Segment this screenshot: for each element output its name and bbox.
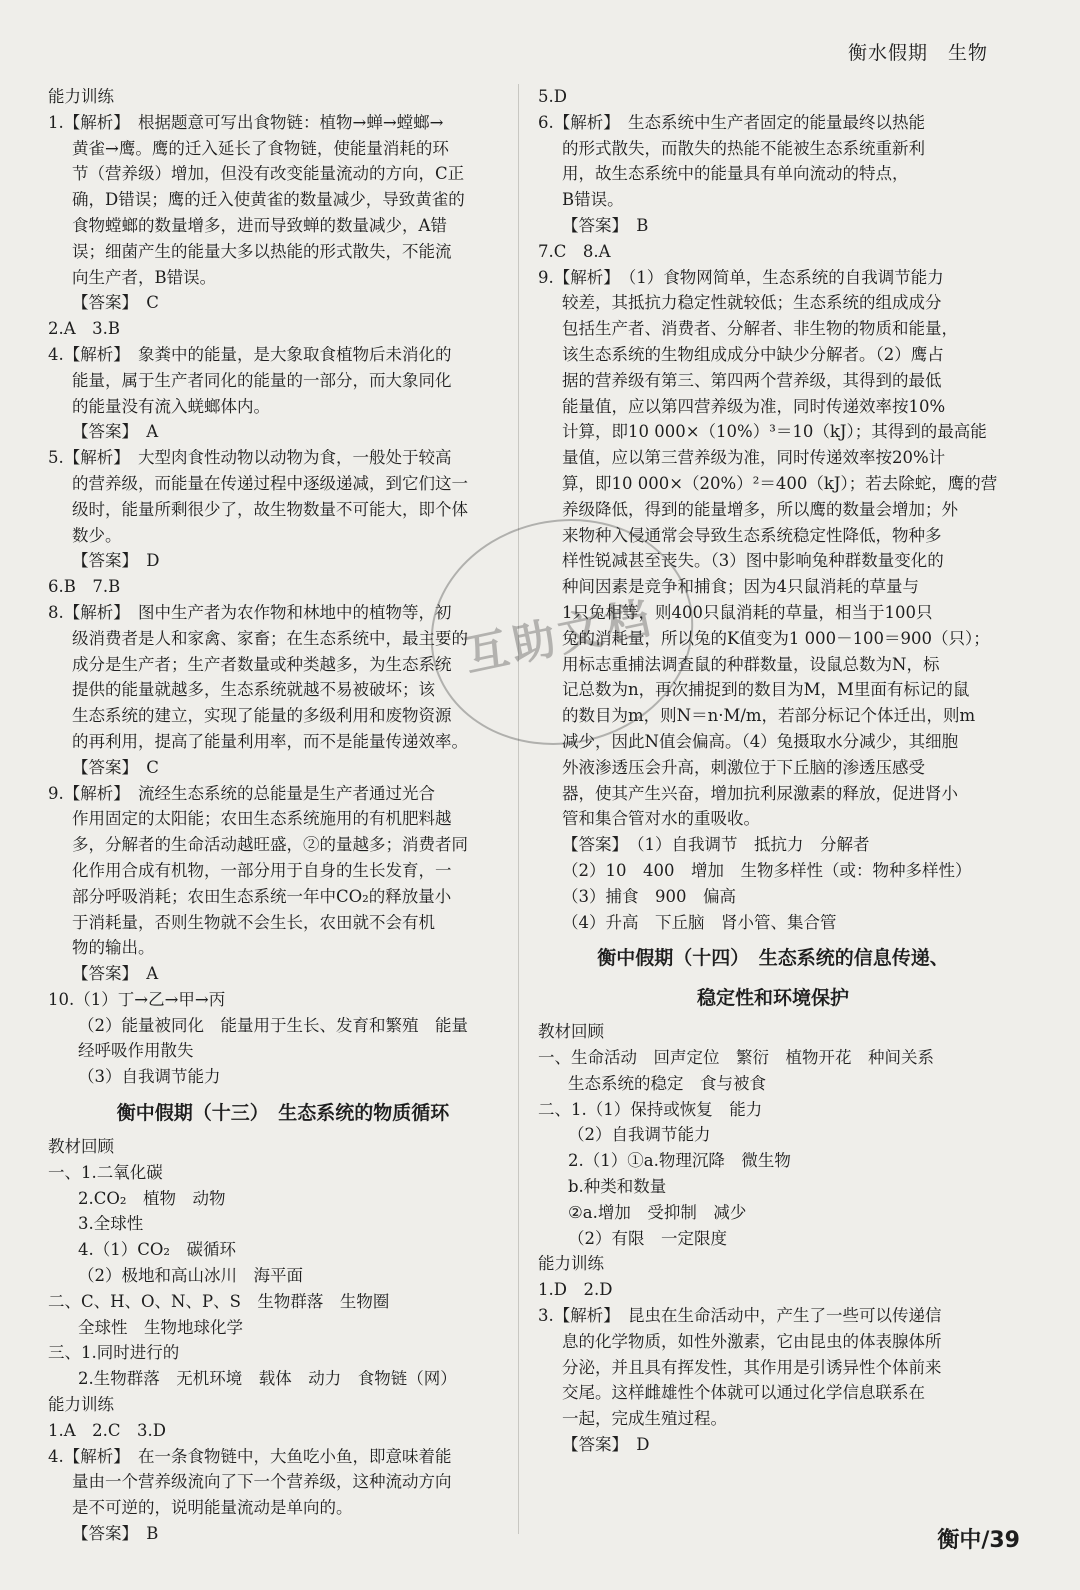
text-line: 外液渗透压会升高，刺激位于下丘脑的渗透压感受 [562, 757, 925, 777]
text-line: 息的化学物质，如性外激素，它由昆虫的体表腺体所 [562, 1331, 942, 1351]
text-line: 作用固定的太阳能；农田生态系统施用的有机肥料越 [72, 809, 452, 829]
text-line: （3）捕食 900 偏高 [562, 886, 736, 906]
text-line: 分泌，并且具有挥发性，其作用是引诱异性个体前来 [562, 1357, 942, 1377]
text-line: 10.（1）丁→乙→甲→丙 [48, 989, 226, 1009]
text-line: 节（营养级）增加，但没有改变能量流动的方向，C正 [72, 164, 465, 184]
text-line: 1.【解析】 根据题意可写出食物链：植物→蝉→螳螂→ [48, 112, 444, 132]
text-line: 样性锐减甚至丧失。（3）图中影响兔种群数量变化的 [562, 551, 944, 571]
text-line: 误；细菌产生的能量大多以热能的形式散失，不能流 [72, 241, 452, 261]
text-line: 一、生命活动 回声定位 繁衍 植物开花 种间关系 [538, 1048, 934, 1068]
left-column [48, 84, 518, 1547]
text-line: 能量，属于生产者同化的能量的一部分，而大象同化 [72, 370, 452, 390]
text-line: 较差，其抵抗力稳定性就较低；生态系统的组成成分 [562, 293, 942, 313]
watermark-stamp-text: 互助文档 [459, 592, 659, 683]
text-line: 【答案】 C [72, 757, 159, 777]
text-line: 来物种入侵通常会导致生态系统稳定性降低，物种多 [562, 525, 942, 545]
section-title: 衡中假期（十四） 生态系统的信息传递、 [597, 947, 949, 970]
text-line: 减少，因此N值会偏高。（4）兔摄取水分减少，其细胞 [562, 731, 959, 751]
text-line: 5.D [538, 87, 567, 106]
text-line: 记总数为n，再次捕捉到的数目为M，M里面有标记的鼠 [562, 680, 970, 700]
text-line: 7.C 8.A [538, 241, 611, 261]
text-line: 3.【解析】 昆虫在生命活动中，产生了一些可以传递信 [538, 1306, 942, 1326]
text-line: 的营养级，而能量在传递过程中逐级递减，到它们这一 [72, 473, 468, 493]
text-line: 管和集合管对水的重吸收。 [562, 809, 760, 829]
text-line: 据的营养级有第三、第四两个营养级，其得到的最低 [562, 370, 942, 390]
text-line: 的能量没有流入蜣螂体内。 [72, 396, 270, 416]
text-line: 二、C、H、O、N、P、S 生物群落 生物圈 [48, 1291, 390, 1311]
text-line: 用标志重捕法调查鼠的种群数量，设鼠总数为N，标 [562, 654, 940, 674]
text-line: 量值，应以第三营养级为准，同时传递效率按20%计 [562, 448, 946, 468]
text-line: 6.【解析】 生态系统中生产者固定的能量最终以热能 [538, 112, 925, 132]
text-line: 交尾。这样雌雄性个体就可以通过化学信息联系在 [562, 1383, 925, 1403]
text-line: 养级降低，得到的能量增多，所以鹰的数量会增加；外 [562, 499, 958, 519]
text-line: 的再利用，提高了能量利用率，而不是能量传递效率。 [72, 731, 468, 751]
text-line: 生态系统的稳定 食与被食 [568, 1073, 766, 1093]
text-line: 一、1.二氧化碳 [48, 1162, 163, 1182]
text-line: 2.生物群落 无机环境 载体 动力 食物链（网） [78, 1369, 457, 1389]
text-line: 提供的能量就越多，生态系统就越不易被破坏；该 [72, 680, 435, 700]
text-line: b.种类和数量 [568, 1177, 667, 1197]
text-line: 4.【解析】 象粪中的能量，是大象取食植物后未消化的 [48, 344, 452, 364]
text-line: 用，故生态系统中的能量具有单向流动的特点， [562, 164, 909, 184]
text-line: 级消费者是人和家禽、家畜；在生态系统中，最主要的 [72, 628, 468, 648]
text-line: 【答案】 （1）自我调节 抵抗力 分解者 [562, 835, 870, 855]
text-line: 量由一个营养级流向了下一个营养级，这种流动方向 [72, 1472, 452, 1492]
text-line: 3.全球性 [78, 1214, 144, 1234]
text-line: 【答案】 B [72, 1524, 159, 1544]
text-line: 2.A 3.B [48, 319, 121, 339]
text-line: 计算，即10 000×（10%）³＝10（kJ）；其得到的最高能 [562, 422, 987, 442]
text-line: 部分呼吸消耗；农田生态系统一年中CO₂的释放量小 [72, 886, 452, 906]
text-line: 于消耗量，否则生物就不会生长，农田就不会有机 [72, 912, 435, 932]
text-line: 一起，完成生殖过程。 [562, 1409, 727, 1429]
text-line: 级时，能量所剩很少了，故生物数量不可能大，即个体 [72, 499, 468, 519]
text-line: 的形式散失，而散失的热能不能被生态系统重新利 [562, 138, 925, 158]
text-line: 1.A 2.C 3.D [48, 1420, 166, 1440]
text-line: 【答案】 A [72, 964, 159, 984]
section-title: 稳定性和环境保护 [696, 987, 849, 1010]
text-line: 能量值，应以第四营养级为准，同时传递效率按10% [562, 396, 946, 416]
text-line: （2）10 400 增加 生物多样性（或：物种多样性） [562, 860, 972, 880]
text-line: 1只兔相等，则400只鼠消耗的草量，相当于100只 [562, 602, 933, 622]
text-line: 4.（1）CO₂ 碳循环 [78, 1240, 237, 1260]
text-line: 【答案】 D [72, 551, 160, 571]
text-line: 【答案】 C [72, 293, 159, 313]
text-line: 多，分解者的生命活动越旺盛，②的量越多；消费者同 [72, 835, 468, 855]
subsection-heading: 教材回顾 [48, 1137, 114, 1157]
text-line: 二、1.（1）保持或恢复 能力 [538, 1099, 763, 1119]
text-line: 2.CO₂ 植物 动物 [78, 1188, 226, 1208]
text-line: （2）能量被同化 能量用于生长、发育和繁殖 能量 [78, 1015, 468, 1035]
text-line: 【答案】 B [562, 215, 649, 235]
text-line: 9.【解析】 流经生态系统的总能量是生产者通过光合 [48, 783, 435, 803]
running-header: 衡水假期 生物 [847, 42, 988, 64]
text-line: 4.【解析】 在一条食物链中，大鱼吃小鱼，即意味着能 [48, 1446, 452, 1466]
text-line: 全球性 生物地球化学 [78, 1317, 243, 1337]
text-line: ②a.增加 受抑制 减少 [568, 1202, 747, 1222]
subsection-heading: 能力训练 [48, 1395, 114, 1415]
subsection-heading: 能力训练 [538, 1254, 604, 1274]
text-line: 数少。 [72, 525, 122, 545]
text-line: 黄雀→鹰。鹰的迁入延长了食物链，使能量消耗的环 [72, 138, 449, 158]
text-line: 种间因素是竞争和捕食；因为4只鼠消耗的草量与 [562, 577, 919, 597]
text-line: （2）自我调节能力 [568, 1125, 711, 1145]
text-line: 成分是生产者；生产者数量或种类越多，为生态系统 [72, 654, 452, 674]
text-line: 器，使其产生兴奋，增加抗利尿激素的释放，促进肾小 [562, 783, 958, 803]
text-line: 【答案】 A [72, 422, 159, 442]
text-line: 包括生产者、消费者、分解者、非生物的物质和能量， [562, 319, 958, 339]
text-line: 食物螳螂的数量增多，进而导致蝉的数量减少，A错 [72, 215, 447, 235]
text-line: （4）升高 下丘脑 肾小管、集合管 [562, 912, 837, 932]
text-line: 2.（1）①a.物理沉降 微生物 [568, 1151, 791, 1171]
text-line: 9.【解析】 （1）食物网简单，生态系统的自我调节能力 [538, 267, 944, 287]
subsection-heading: 能力训练 [48, 87, 114, 106]
text-line: 经呼吸作用散失 [78, 1041, 194, 1061]
text-line: B错误。 [562, 190, 624, 210]
text-line: （3）自我调节能力 [78, 1067, 221, 1087]
column-divider [518, 84, 519, 1534]
text-line: 【答案】 D [562, 1435, 650, 1455]
text-line: 的数目为m，则N＝n·M/m，若部分标记个体迁出，则m [562, 706, 976, 726]
text-line: 物的输出。 [72, 938, 155, 958]
text-line: 化作用合成有机物，一部分用于自身的生长发育，一 [72, 860, 452, 880]
text-line: 该生态系统的生物组成成分中缺少分解者。（2）鹰占 [562, 344, 944, 364]
text-line: 生态系统的建立，实现了能量的多级利用和废物资源 [72, 706, 452, 726]
text-line: 向生产者，B错误。 [72, 267, 217, 287]
text-line: 兔的消耗量，所以兔的K值变为1 000－100＝900（只）； [562, 628, 990, 648]
text-line: 确，D错误；鹰的迁入使黄雀的数量减少，导致黄雀的 [72, 190, 465, 210]
text-line: 6.B 7.B [48, 577, 121, 597]
subsection-heading: 教材回顾 [538, 1022, 604, 1042]
text-line: 8.【解析】 图中生产者为农作物和林地中的植物等，初 [48, 602, 452, 622]
text-line: 是不可逆的，说明能量流动是单向的。 [72, 1498, 353, 1518]
page-number: 衡中/39 [937, 1528, 1020, 1553]
right-column [538, 84, 1008, 1458]
text-line: 1.D 2.D [538, 1280, 613, 1300]
section-title: 衡中假期（十三） 生态系统的物质循环 [116, 1102, 450, 1125]
text-line: （2）有限 一定限度 [568, 1228, 727, 1248]
text-line: 5.【解析】 大型肉食性动物以动物为食，一般处于较高 [48, 448, 452, 468]
text-line: 三、1.同时进行的 [48, 1343, 180, 1363]
text-line: 算，即10 000×（20%）²＝400（kJ）；若去除蛇，鹰的营 [562, 473, 998, 493]
text-line: （2）极地和高山冰川 海平面 [78, 1266, 303, 1286]
